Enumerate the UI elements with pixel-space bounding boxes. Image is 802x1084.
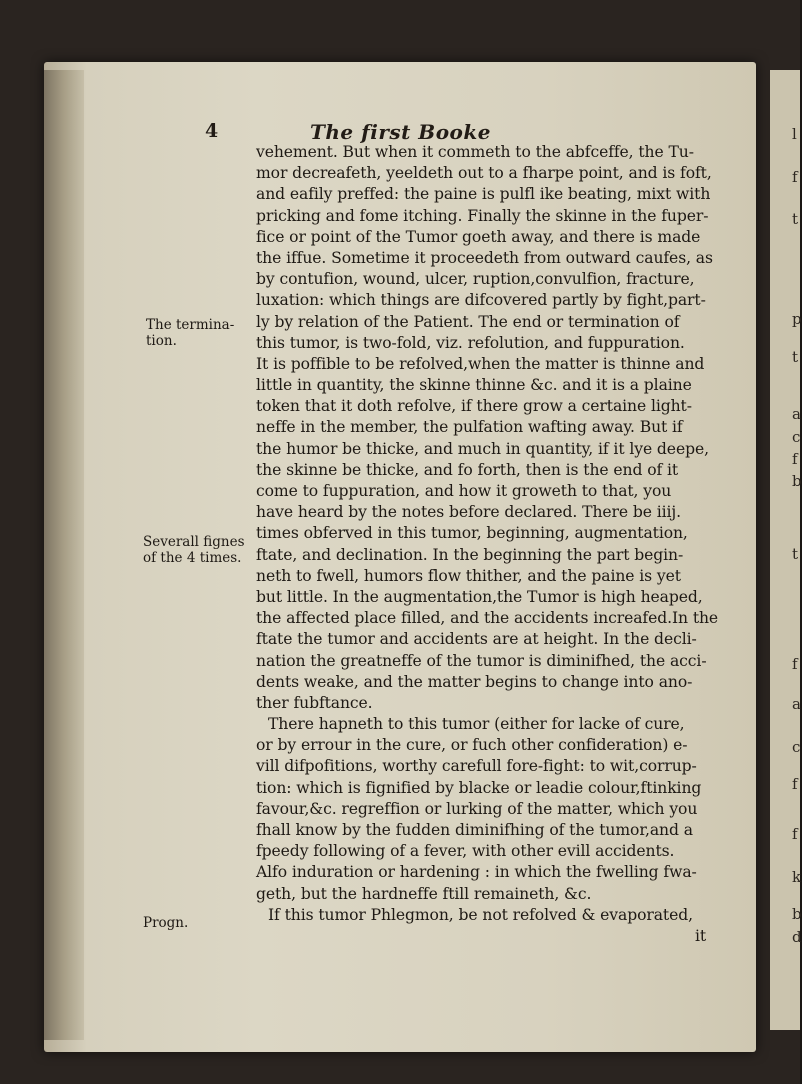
catchword: it <box>694 926 706 945</box>
text-line: fhall know by the fudden diminifhing of the tumor,and a <box>256 821 693 839</box>
text-line: Alfo induration or hardening : in which the fwelling fwa- <box>256 863 697 882</box>
facing-page-fragment: c <box>792 738 801 756</box>
facing-page-fragment: f <box>792 450 798 468</box>
facing-page-fragment: l <box>792 125 797 143</box>
margin-note-line: tion. <box>146 333 177 349</box>
facing-page-edge <box>770 70 800 1030</box>
margin-note-line: The termina- <box>146 317 235 333</box>
margin-note-prognostic <box>143 915 188 931</box>
text-line: fice or point of the Tumor goeth away, and there is made <box>256 227 701 246</box>
text-line: and eafily preffed: the paine is pulfl ike beating, mixt with <box>256 185 711 204</box>
facing-page-fragment: f <box>792 168 798 186</box>
text-line: or by errour in the cure, or fuch other confideration) e- <box>256 736 688 755</box>
text-line: but little. In the augmentation,the Tumor is high heaped, <box>256 587 703 606</box>
text-line: come to fuppuration, and how it groweth to that, you <box>256 482 672 500</box>
margin-note-line: Progn. <box>143 915 189 931</box>
facing-page-fragment: b <box>792 472 802 490</box>
facing-page-fragment: p <box>792 310 802 328</box>
facing-page-fragment: k <box>792 868 802 886</box>
page-gutter <box>44 70 84 1040</box>
text-line: neth to fwell, humors flow thither, and the paine is yet <box>256 566 681 585</box>
facing-page-fragment: d <box>792 928 802 946</box>
text-line: the affected place filled, and the accidents increafed.In the <box>256 609 719 628</box>
text-line: vill difpofitions, worthy carefull fore-fight: to wit,corrup- <box>256 757 697 776</box>
text-line: mor decreafeth, yeeldeth out to a fharpe point, and is foft, <box>256 164 712 183</box>
text-line: this tumor, is two-fold, viz. refolution, and fuppuration. <box>256 333 685 352</box>
text-line: vehement. But when it commeth to the abfceffe, the Tu- <box>256 143 694 161</box>
text-line: favour,&c. regreffion or lurking of the matter, which you <box>256 799 698 818</box>
facing-page-fragment: c <box>792 428 801 446</box>
margin-note-termination <box>146 317 234 349</box>
margin-note-signs <box>143 534 245 566</box>
text-line: luxation: which things are difcovered partly by fight,part- <box>256 291 706 310</box>
facing-page-fragment: a <box>792 695 801 713</box>
text-line: token that it doth refolve, if there grow a certaine light- <box>256 397 692 416</box>
text-line: pricking and fome itching. Finally the skinne in the fuper- <box>256 206 709 225</box>
text-line: dents weake, and the matter begins to change into ano- <box>256 672 693 691</box>
text-line: There hapneth to this tumor (either for lacke of cure, <box>268 715 685 734</box>
facing-page-fragment: b <box>792 905 802 923</box>
text-line: neffe in the member, the pulfation wafting away. But if <box>256 418 683 437</box>
text-line: the humor be thicke, and much in quantity, if it lye deepe, <box>256 439 709 458</box>
facing-page-fragment: t <box>792 545 799 563</box>
text-line: It is poffible to be refolved,when the matter is thinne and <box>256 354 705 373</box>
page-number: 4 <box>205 120 219 142</box>
text-line: ftate the tumor and accidents are at height. In the decli- <box>256 630 697 649</box>
text-line: ther fubftance. <box>256 693 373 712</box>
facing-page-fragment: a <box>792 405 801 423</box>
running-title: The first Booke <box>310 120 491 144</box>
facing-page-fragment: f <box>792 775 798 793</box>
body-text <box>256 142 726 947</box>
text-line: the skinne be thicke, and fo forth, then is the end of it <box>256 460 679 479</box>
facing-page-fragment: f <box>792 825 798 843</box>
text-line: ftate, and declination. In the beginning the part begin- <box>256 545 684 564</box>
text-line: geth, but the hardneffe ftill remaineth, &c. <box>256 884 592 903</box>
margin-note-line: of the 4 times. <box>143 550 242 566</box>
text-line: ly by relation of the Patient. The end or termination of <box>256 312 680 331</box>
text-line: times obferved in this tumor, beginning, augmentation, <box>256 524 688 543</box>
text-line: nation the greatneffe of the tumor is diminifhed, the acci- <box>256 651 707 670</box>
margin-note-line: Severall fignes <box>143 534 245 550</box>
text-line: fpeedy following of a fever, with other evill accidents. <box>256 842 675 861</box>
text-line: tion: which is fignified by blacke or leadie colour,ftinking <box>256 778 702 797</box>
text-line: little in quantity, the skinne thinne &c. and it is a plaine <box>256 376 692 395</box>
text-line: the iffue. Sometime it proceedeth from outward caufes, as <box>256 248 713 267</box>
text-line: have heard by the notes before declared. There be iiij. <box>256 503 681 522</box>
page-header <box>205 120 725 144</box>
text-line: If this tumor Phlegmon, be not refolved & evaporated, <box>268 905 693 924</box>
text-line: by contufion, wound, ulcer, ruption,convulfion, fracture, <box>256 270 695 289</box>
facing-page-fragment: t <box>792 348 799 366</box>
facing-page-fragment: f <box>792 655 798 673</box>
facing-page-fragment: t <box>792 210 799 228</box>
